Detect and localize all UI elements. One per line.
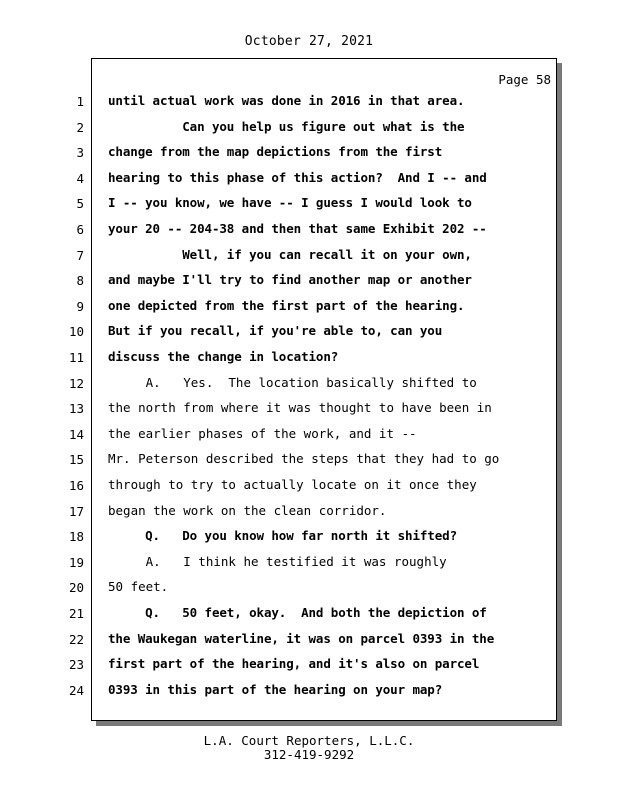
line-number: 5 (76, 196, 84, 211)
line-number: 7 (76, 248, 84, 263)
line-text: 50 feet. (108, 579, 169, 594)
line-text: Mr. Peterson described the steps that they had to go (108, 451, 500, 466)
page-number: Page 58 (498, 72, 551, 87)
line-number: 4 (76, 171, 84, 186)
line-number: 1 (76, 94, 84, 109)
line-text: But if you recall, if you're able to, can you (108, 323, 443, 338)
line-number: 9 (76, 299, 84, 314)
line-text: discuss the change in location? (108, 349, 339, 364)
line-text: one depicted from the first part of the hearing. (108, 298, 465, 313)
line-text: first part of the hearing, and it's also on parcel (108, 656, 480, 671)
line-number: 21 (68, 606, 84, 621)
line-number: 16 (68, 478, 84, 493)
line-text: I -- you know, we have -- I guess I would look to (108, 195, 472, 210)
line-text: Well, if you can recall it on your own, (108, 247, 472, 262)
line-number: 17 (68, 504, 84, 519)
line-text: and maybe I'll try to find another map or another (108, 272, 472, 287)
line-text: A. I think he testified it was roughly (108, 554, 447, 569)
line-text: Can you help us figure out what is the (108, 119, 465, 134)
line-number: 20 (68, 580, 84, 595)
line-number: 11 (68, 350, 84, 365)
line-number: 23 (68, 657, 84, 672)
line-number: 18 (68, 529, 84, 544)
line-text: the Waukegan waterline, it was on parcel 0393 in the (108, 631, 495, 646)
line-number: 6 (76, 222, 84, 237)
line-text: hearing to this phase of this action? And I -- and (108, 170, 487, 185)
line-text: 0393 in this part of the hearing on your map? (108, 682, 443, 697)
line-number: 3 (76, 145, 84, 160)
footer-phone: 312-419-9292 (263, 747, 355, 762)
line-number: 15 (68, 452, 84, 467)
line-text: your 20 -- 204-38 and then that same Exhibit 202 -- (108, 221, 487, 236)
line-text: Q. 50 feet, okay. And both the depiction of (108, 605, 487, 620)
footer-company: L.A. Court Reporters, L.L.C. (203, 733, 415, 748)
line-number: 19 (68, 555, 84, 570)
transcript-date: October 27, 2021 (244, 34, 374, 49)
line-text: through to try to actually locate on it once they (108, 477, 477, 492)
line-number: 14 (68, 427, 84, 442)
line-text: change from the map depictions from the first (108, 144, 443, 159)
line-number: 8 (76, 273, 84, 288)
line-text: the earlier phases of the work, and it -- (108, 426, 417, 441)
line-number: 22 (68, 632, 84, 647)
line-number: 12 (68, 376, 84, 391)
line-number: 2 (76, 120, 84, 135)
line-number: 10 (68, 324, 84, 339)
line-text: Q. Do you know how far north it shifted? (108, 528, 458, 543)
line-text: began the work on the clean corridor. (108, 503, 387, 518)
line-text: until actual work was done in 2016 in that area. (108, 93, 465, 108)
line-text: the north from where it was thought to have been in (108, 400, 492, 415)
line-text: A. Yes. The location basically shifted to (108, 375, 477, 390)
line-number: 13 (68, 401, 84, 416)
line-number: 24 (68, 683, 84, 698)
